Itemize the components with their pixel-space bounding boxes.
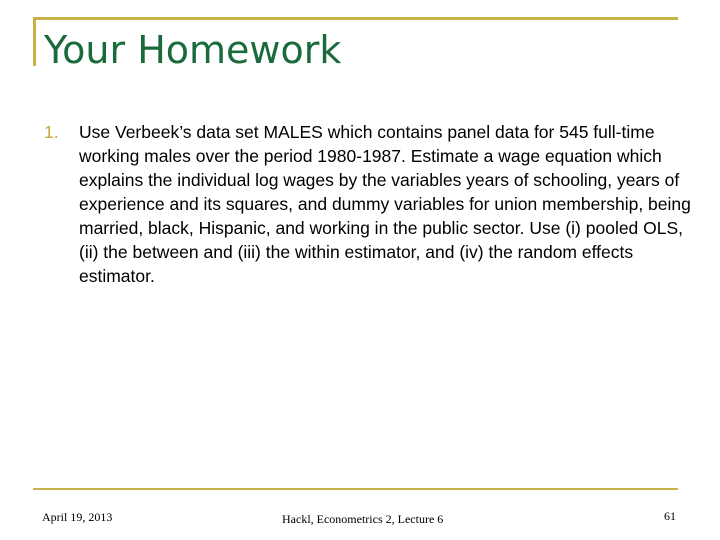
footer-date: April 19, 2013 <box>42 510 113 524</box>
page-number: 61 <box>664 509 676 523</box>
list-item-text: Use Verbeek’s data set MALES which contains panel data for 545 full-time working males over the period 1980-1987. Estimate a wage equation which explains the individual log wages by the variables years of schooling, years of experience and its squares, and dummy variables for union membership, being married, black, Hispanic, and working in the public sector. Use (i) pooled OLS, (ii) the between and (iii) the within estimator, and (iv) the random effects estimator. <box>79 122 691 286</box>
title-frame-top-line <box>33 17 678 20</box>
footer-course-label: Hackl, Econometrics 2, Lecture 6 <box>282 512 444 526</box>
list-item-number: 1. <box>44 122 59 142</box>
footer-divider <box>33 488 678 490</box>
list-item <box>44 120 694 288</box>
title-frame-left-line <box>33 17 36 66</box>
homework-list <box>44 120 694 288</box>
slide-title: Your Homework <box>44 28 342 72</box>
